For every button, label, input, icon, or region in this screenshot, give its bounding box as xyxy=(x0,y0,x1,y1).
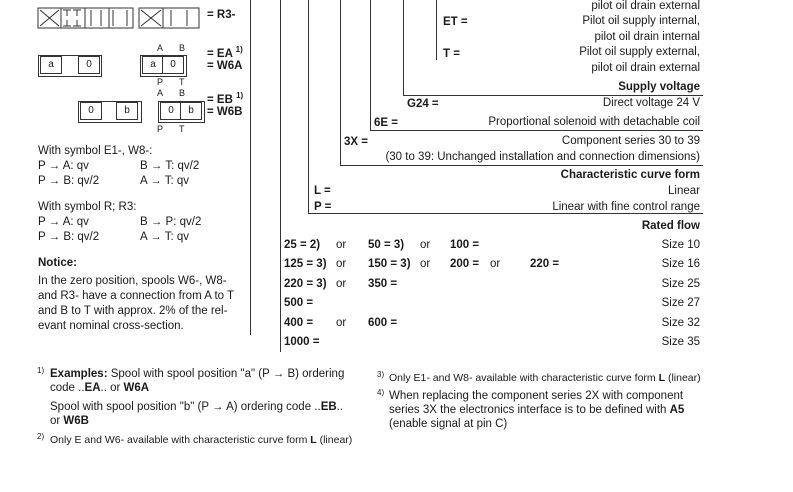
e1-title: With symbol E1-, W8-: xyxy=(38,145,153,157)
flow-code: 220 = xyxy=(530,258,560,270)
bracket-line xyxy=(403,95,703,96)
eb-code: = EB $^{1)}$ xyxy=(207,91,244,106)
flow-code: 50 = 3) xyxy=(368,239,405,251)
ea-port-b: B xyxy=(179,43,186,53)
flow-size: Size 32 xyxy=(661,317,700,329)
footnote-4-line-3: (enable signal at pin C) xyxy=(389,418,508,430)
flow-code: 100 = xyxy=(450,239,480,251)
flow-code: 150 = 3) xyxy=(368,258,411,270)
ea-port-a: A xyxy=(157,43,164,53)
flow-or: or xyxy=(336,258,347,270)
bracket-line xyxy=(403,0,404,96)
flow-code: 125 = 3) xyxy=(284,258,327,270)
flow-code: 200 = xyxy=(450,258,480,270)
bracket-line xyxy=(280,0,281,352)
footnote-1-line-1: Examples: Spool with spool position "a" (P → B) ordering xyxy=(50,368,345,380)
t-desc-2: pilot oil drain external xyxy=(591,62,700,74)
footnote-3-text: Only E1- and W8- available with characteristic curve form L (linear) xyxy=(389,372,701,384)
3x-desc-1: Component series 30 to 39 xyxy=(561,135,700,147)
bracket-line xyxy=(340,165,703,166)
e1-line: P → B: qv/2 xyxy=(38,175,100,187)
rated-flow-heading: Rated flow xyxy=(641,220,700,232)
eb-port-b: B xyxy=(179,88,186,98)
r-line: P → A: qv xyxy=(38,216,89,228)
eb-cell-0-left: 0 xyxy=(80,102,102,120)
footnote-4-line-1: When replacing the component series 2X with component xyxy=(389,390,684,402)
eb-port-t: T xyxy=(179,124,185,134)
r3-code: = R3- xyxy=(207,9,236,21)
eb-port-p: P xyxy=(157,124,164,134)
flow-code: 400 = xyxy=(284,317,314,329)
w6a-code: = W6A xyxy=(207,60,243,72)
ea-cell-a-left: a xyxy=(40,56,62,74)
eb-cell-b-left: b xyxy=(116,102,138,120)
r3-spool-diagram xyxy=(37,4,202,32)
r-title: With symbol R; R3: xyxy=(38,201,137,213)
flow-or: or xyxy=(336,317,347,329)
r-line: P → B: qv/2 xyxy=(38,231,100,243)
footnote-4-line-2: series 3X the electronics interface is to be defined with A5 xyxy=(389,404,685,416)
flow-size: Size 25 xyxy=(661,278,700,290)
e1-line: A → T: qv xyxy=(140,175,190,187)
eb-cell-0-right: 0 xyxy=(160,102,182,120)
pilot-drain-external-top: pilot oil drain external xyxy=(591,0,700,12)
ea-cell-a-right: a xyxy=(142,56,164,74)
l-desc: Linear xyxy=(668,185,700,197)
bracket-line xyxy=(340,0,341,166)
3x-code: 3X = xyxy=(344,136,368,148)
footnote-2-text: Only E and W6- available with characteristic curve form L (linear) xyxy=(50,434,353,446)
bracket-line xyxy=(308,0,309,214)
notice-line: evant nominal cross-section. xyxy=(38,320,184,332)
t-code: T = xyxy=(443,48,460,60)
e1-line: P → A: qv xyxy=(38,160,89,172)
g24-desc: Direct voltage 24 V xyxy=(602,97,700,109)
p-desc: Linear with fine control range xyxy=(552,201,700,213)
panel-divider xyxy=(250,0,251,335)
ea-port-t: T xyxy=(179,77,185,87)
curve-heading: Characteristic curve form xyxy=(560,169,700,181)
footnote-1-line-4: or W6B xyxy=(50,415,89,427)
e1-line: B → T: qv/2 xyxy=(140,160,200,172)
footnote-mark: 1) xyxy=(37,366,45,375)
flow-size: Size 10 xyxy=(661,239,700,251)
bracket-line xyxy=(436,0,437,60)
footnote-1-line-2: code ..EA.. or W6A xyxy=(50,382,150,394)
r-line: B → P: qv/2 xyxy=(140,216,202,228)
flow-code: 25 = 2) xyxy=(284,239,321,251)
p-code: P = xyxy=(314,201,332,213)
flow-or: or xyxy=(336,278,347,290)
g24-code: G24 = xyxy=(407,98,439,110)
supply-voltage-heading: Supply voltage xyxy=(618,81,700,93)
notice-line: and R3- have a connection from A to T xyxy=(38,290,235,302)
flow-size: Size 27 xyxy=(661,297,700,309)
flow-or: or xyxy=(420,239,431,251)
footnote-mark: 2) xyxy=(37,432,45,441)
flow-size: Size 35 xyxy=(661,336,700,348)
footnote-mark: 3) xyxy=(377,370,385,379)
w6b-code: = W6B xyxy=(207,106,243,118)
flow-code: 220 = 3) xyxy=(284,278,327,290)
ea-cell-0-right: 0 xyxy=(162,56,184,74)
notice-line: and B to T with approx. 2% of the rel- xyxy=(38,305,228,317)
6e-desc: Proportional solenoid with detachable coil xyxy=(488,116,700,128)
3x-desc-2: (30 to 39: Unchanged installation and connection dimensions) xyxy=(385,151,700,163)
r-line: A → T: qv xyxy=(140,231,190,243)
et-desc-1: Pilot oil supply internal, xyxy=(582,15,700,27)
flow-or: or xyxy=(336,239,347,251)
ea-cell-0-left: 0 xyxy=(78,56,100,74)
eb-port-a: A xyxy=(157,88,164,98)
bracket-line xyxy=(370,130,703,131)
flow-code: 500 = xyxy=(284,297,314,309)
flow-or: or xyxy=(420,258,431,270)
flow-code: 350 = xyxy=(368,278,398,290)
ea-port-p: P xyxy=(157,77,164,87)
bracket-line xyxy=(370,0,371,131)
notice-title: Notice: xyxy=(38,257,77,269)
flow-or: or xyxy=(490,258,501,270)
et-code: ET = xyxy=(443,16,468,28)
t-desc-1: Pilot oil supply external, xyxy=(579,46,700,58)
et-desc-2: pilot oil drain internal xyxy=(594,31,700,43)
flow-size: Size 16 xyxy=(661,258,700,270)
footnote-1-line-3: Spool with spool position "b" (P → A) ordering code ..EB.. xyxy=(50,401,344,413)
flow-code: 600 = xyxy=(368,317,398,329)
l-code: L = xyxy=(314,185,331,197)
ea-code: = EA $^{1)}$ xyxy=(207,45,243,60)
eb-cell-b-right: b xyxy=(180,102,202,120)
6e-code: 6E = xyxy=(374,117,398,129)
notice-line: In the zero position, spools W6-, W8- xyxy=(38,275,227,287)
footnote-mark: 4) xyxy=(377,388,385,397)
bracket-line xyxy=(308,213,703,214)
flow-code: 1000 = xyxy=(284,336,320,348)
